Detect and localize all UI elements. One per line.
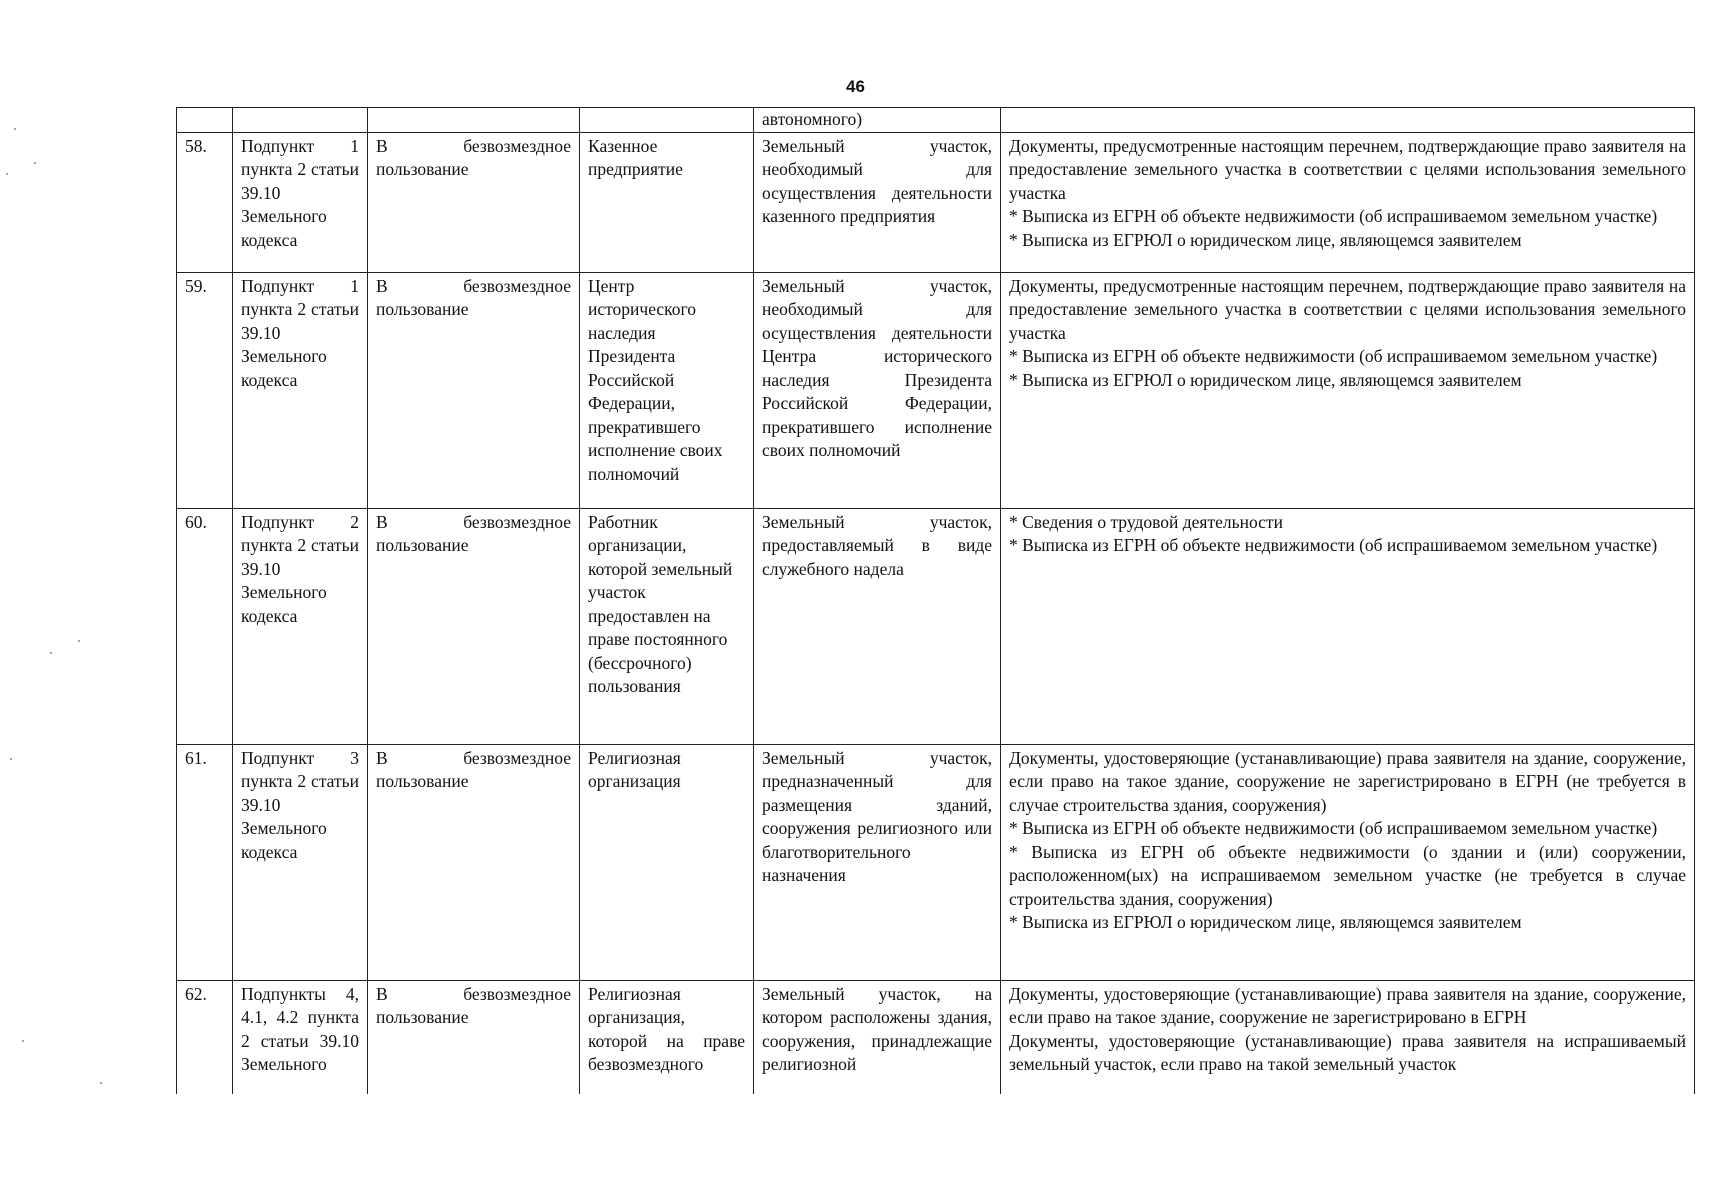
required-documents <box>1001 744 1695 980</box>
documents-table <box>176 107 1695 1094</box>
applicant: Религиозная организация, которой на праве безвозмездного <box>580 980 754 1094</box>
row-number: 59. <box>177 272 233 508</box>
row-number: 62. <box>177 980 233 1094</box>
right-type: В безвозмездное пользование <box>368 132 580 272</box>
row-number: 58. <box>177 132 233 272</box>
legal-basis: Подпункт 1 пункта 2 статьи 39.10 Земельного кодекса <box>233 272 368 508</box>
required-documents <box>1001 132 1695 272</box>
document-item: * Выписка из ЕГРН об объекте недвижимости (об испрашиваемом земельном участке) <box>1009 346 1658 366</box>
legal-basis: Подпункты 4, 4.1, 4.2 пункта 2 статьи 39.10 Земельного <box>233 980 368 1094</box>
applicant: Работник организации, которой земельный участок предоставлен на праве постоянного (бессрочного) пользования <box>580 508 754 744</box>
legal-basis: Подпункт 1 пункта 2 статьи 39.10 Земельного кодекса <box>233 132 368 272</box>
land-object: Земельный участок, предоставляемый в виде служебного надела <box>754 508 1001 744</box>
scan-speck <box>14 128 16 130</box>
scan-speck <box>22 1040 24 1042</box>
scan-speck <box>34 162 36 164</box>
document-item: * Выписка из ЕГРН об объекте недвижимости (об испрашиваемом земельном участке) <box>1009 535 1658 555</box>
table-row <box>177 744 1695 980</box>
row-number: 60. <box>177 508 233 744</box>
scan-speck <box>10 758 12 760</box>
scan-speck <box>50 652 52 654</box>
required-documents <box>1001 980 1695 1094</box>
applicant: Центр исторического наследия Президента Российской Федерации, прекратившего исполнение своих полномочий <box>580 272 754 508</box>
document-item: Документы, удостоверяющие (устанавливающие) права заявителя на испрашиваемый земельный участок, если право на такой земельный участок <box>1009 1030 1686 1074</box>
applicant: Религиозная организация <box>580 744 754 980</box>
cell-empty <box>580 108 754 133</box>
legal-basis: Подпункт 2 пункта 2 статьи 39.10 Земельного кодекса <box>233 508 368 744</box>
scan-speck <box>100 1082 102 1084</box>
document-item: * Выписка из ЕГРН об объекте недвижимости (об испрашиваемом земельном участке) <box>1009 818 1658 838</box>
land-object: Земельный участок, предназначенный для размещения зданий, сооружения религиозного или благотворительного назначения <box>754 744 1001 980</box>
land-object: Земельный участок, необходимый для осуществления деятельности казенного предприятия <box>754 132 1001 272</box>
table-row <box>177 132 1695 272</box>
document-item: * Выписка из ЕГРЮЛ о юридическом лице, являющемся заявителем <box>1009 229 1522 250</box>
document-item: Документы, удостоверяющие (устанавливающие) права заявителя на здание, сооружение, если право на такое здание, сооружение не зарегистрировано в ЕГРН (не требуется в случае строительства здания, сооружения) <box>1009 747 1686 815</box>
legal-basis: Подпункт 3 пункта 2 статьи 39.10 Земельного кодекса <box>233 744 368 980</box>
document-item: Документы, предусмотренные настоящим перечнем, подтверждающие право заявителя на предоставление земельного участка в соответствии с целями использования земельного участка <box>1009 275 1686 343</box>
right-type: В безвозмездное пользование <box>368 980 580 1094</box>
table-row <box>177 272 1695 508</box>
cell-empty <box>368 108 580 133</box>
document-item: * Выписка из ЕГРЮЛ о юридическом лице, являющемся заявителем <box>1009 369 1522 390</box>
scan-speck <box>78 640 80 642</box>
land-object: Земельный участок, необходимый для осуществления деятельности Центра исторического наследия Президента Российской Федерации, прекратившего исполнение своих полномочий <box>754 272 1001 508</box>
document-item: * Сведения о трудовой деятельности <box>1009 511 1283 532</box>
applicant: Казенное предприятие <box>580 132 754 272</box>
document-item: Документы, предусмотренные настоящим перечнем, подтверждающие право заявителя на предоставление земельного участка в соответствии с целями использования земельного участка <box>1009 135 1686 203</box>
cell-object-tail: автономного) <box>754 108 1001 133</box>
document-item: * Выписка из ЕГРН об объекте недвижимости (об испрашиваемом земельном участке) <box>1009 206 1658 226</box>
continuation-row <box>177 108 1695 133</box>
right-type: В безвозмездное пользование <box>368 272 580 508</box>
scan-speck <box>6 173 8 175</box>
table-row <box>177 980 1695 1094</box>
land-object: Земельный участок, на котором расположены здания, сооружения, принадлежащие религиозной <box>754 980 1001 1094</box>
required-documents <box>1001 272 1695 508</box>
document-item: * Выписка из ЕГРН об объекте недвижимости (о здании и (или) сооружении, расположенном(ых) на испрашиваемом земельном участке (не требуется в случае строительства здания, сооружения) <box>1009 841 1686 909</box>
row-number: 61. <box>177 744 233 980</box>
document-item: Документы, удостоверяющие (устанавливающие) права заявителя на здание, сооружение, если право на такое здание, сооружение не зарегистрировано в ЕГРН <box>1009 983 1686 1027</box>
right-type: В безвозмездное пользование <box>368 744 580 980</box>
required-documents <box>1001 508 1695 744</box>
document-item: * Выписка из ЕГРЮЛ о юридическом лице, являющемся заявителем <box>1009 912 1522 932</box>
cell-empty <box>233 108 368 133</box>
page-number: 46 <box>846 77 865 96</box>
right-type: В безвозмездное пользование <box>368 508 580 744</box>
cell-empty <box>177 108 233 133</box>
cell-empty <box>1001 108 1695 133</box>
table-row <box>177 508 1695 744</box>
